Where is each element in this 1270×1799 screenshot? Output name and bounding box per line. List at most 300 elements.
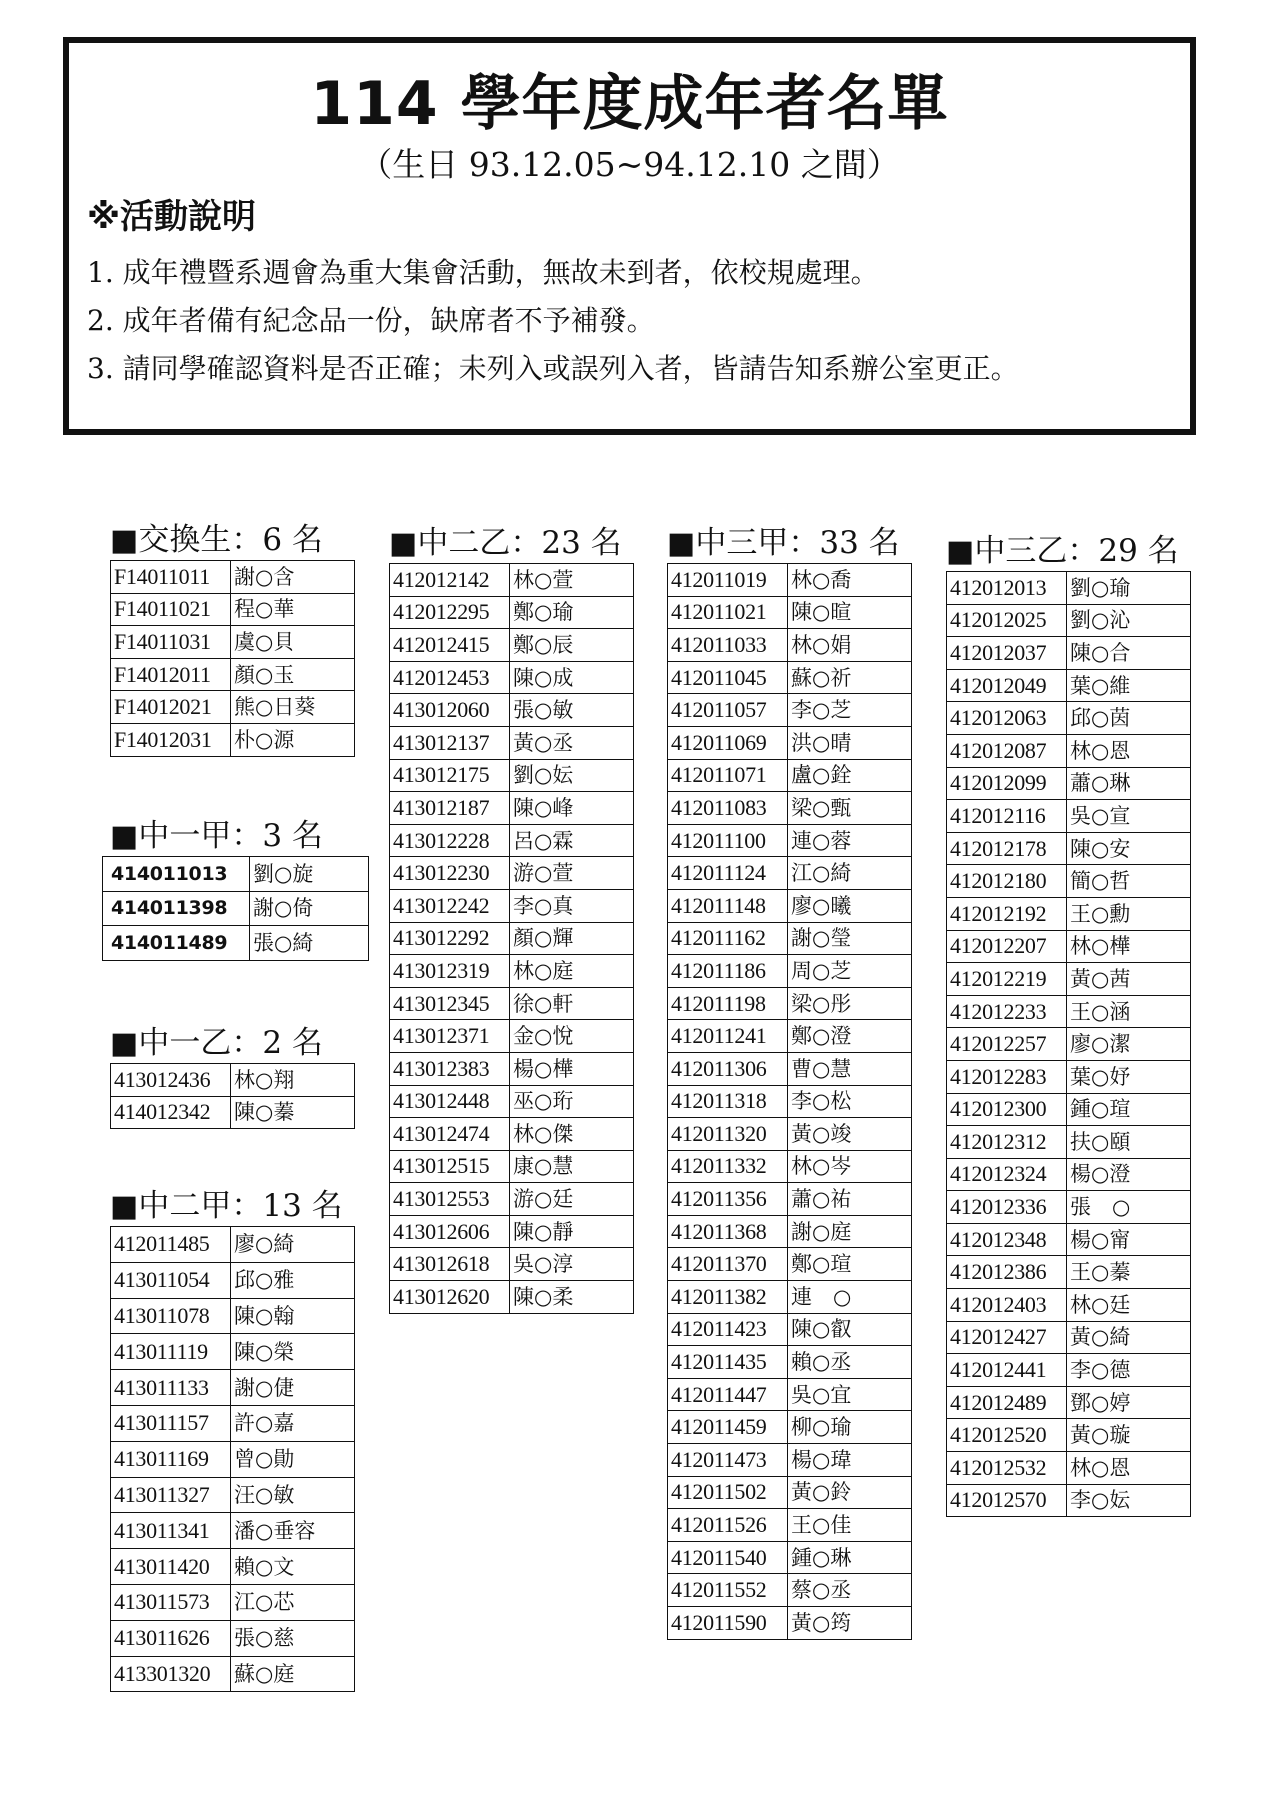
table-row	[947, 963, 1191, 996]
student-name-cell: 林○傑	[510, 1118, 634, 1151]
student-name-cell: 曹○慧	[788, 1052, 912, 1085]
student-id-cell: 412011332	[668, 1150, 788, 1183]
student-id-cell: 413012474	[390, 1118, 510, 1151]
table-row	[390, 955, 634, 988]
table-row	[390, 889, 634, 922]
table-row	[668, 1183, 912, 1216]
student-name-cell: 李○真	[510, 889, 634, 922]
table-row	[668, 596, 912, 629]
student-name-cell: 張○敏	[510, 694, 634, 727]
student-name-cell: 陳○蓁	[231, 1096, 355, 1129]
square-bullet-icon: ■	[110, 523, 139, 558]
table-row	[111, 1656, 355, 1692]
student-name-cell: 連 ○	[788, 1281, 912, 1314]
student-id-cell: 412011186	[668, 955, 788, 988]
student-id-cell: 413012553	[390, 1183, 510, 1216]
roster-table	[110, 1063, 355, 1129]
table-row	[111, 1064, 355, 1097]
student-id-cell: 413301320	[111, 1656, 231, 1692]
table-row	[668, 564, 912, 597]
table-row	[390, 1215, 634, 1248]
student-name-cell: 江○綺	[788, 857, 912, 890]
student-id-cell: 412012570	[947, 1484, 1067, 1517]
table-row	[668, 922, 912, 955]
student-name-cell: 許○嘉	[231, 1405, 355, 1441]
table-row	[390, 1052, 634, 1085]
table-row	[668, 1020, 912, 1053]
student-name-cell: 王○佳	[788, 1509, 912, 1542]
student-id-cell: 412012219	[947, 963, 1067, 996]
student-id-cell: 412011435	[668, 1346, 788, 1379]
student-name-cell: 賴○丞	[788, 1346, 912, 1379]
note-item: 3. 請同學確認資料是否正確；未列入或誤列入者，皆請告知系辦公室更正。	[87, 352, 1019, 385]
table-row	[390, 857, 634, 890]
section-zhong3jia	[667, 525, 912, 1640]
square-bullet-icon: ■	[110, 819, 139, 854]
table-row	[668, 1085, 912, 1118]
student-name-cell: 鄧○婷	[1067, 1386, 1191, 1419]
table-row	[947, 1354, 1191, 1387]
student-name-cell: 鄭○澄	[788, 1020, 912, 1053]
student-name-cell: 林○岑	[788, 1150, 912, 1183]
section-exchange	[110, 522, 355, 757]
student-name-cell: 賴○文	[231, 1549, 355, 1585]
student-id-cell: 412012063	[947, 702, 1067, 735]
table-row	[390, 1118, 634, 1151]
student-id-cell: 412011124	[668, 857, 788, 890]
student-name-cell: 蕭○祐	[788, 1183, 912, 1216]
table-row	[947, 637, 1191, 670]
table-row	[390, 1281, 634, 1314]
student-id-cell: 414011013	[103, 857, 250, 892]
student-name-cell: 陳○柔	[510, 1281, 634, 1314]
student-name-cell: 林○庭	[510, 955, 634, 988]
student-id-cell: 412012233	[947, 995, 1067, 1028]
table-row	[390, 1020, 634, 1053]
table-row	[390, 596, 634, 629]
student-id-cell: 412011590	[668, 1607, 788, 1640]
student-id-cell: 413011327	[111, 1477, 231, 1513]
student-name-cell: 徐○軒	[510, 987, 634, 1020]
student-name-cell: 李○芝	[788, 694, 912, 727]
roster-table	[946, 571, 1191, 1517]
table-row	[111, 1298, 355, 1334]
student-name-cell: 謝○含	[231, 561, 355, 594]
student-name-cell: 陳○叡	[788, 1313, 912, 1346]
student-id-cell: 412011368	[668, 1215, 788, 1248]
table-row	[947, 1191, 1191, 1224]
table-row	[390, 1085, 634, 1118]
student-name-cell: 林○喬	[788, 564, 912, 597]
student-name-cell: 周○芝	[788, 955, 912, 988]
student-name-cell: 廖○潔	[1067, 1028, 1191, 1061]
table-row	[668, 1346, 912, 1379]
student-id-cell: 413011157	[111, 1405, 231, 1441]
student-name-cell: 吳○宜	[788, 1378, 912, 1411]
student-name-cell: 朴○源	[231, 723, 355, 756]
table-row	[111, 1262, 355, 1298]
student-name-cell: 林○翔	[231, 1064, 355, 1097]
table-row	[111, 1370, 355, 1406]
student-name-cell: 連○蓉	[788, 824, 912, 857]
student-id-cell: 412011459	[668, 1411, 788, 1444]
student-name-cell: 謝○倢	[231, 1370, 355, 1406]
student-id-cell: 412012142	[390, 564, 510, 597]
student-name-cell: 顏○輝	[510, 922, 634, 955]
student-name-cell: 陳○靜	[510, 1215, 634, 1248]
student-id-cell: 412011198	[668, 987, 788, 1020]
section-heading-text: 中三甲：33 名	[695, 525, 900, 561]
student-id-cell: 412012025	[947, 604, 1067, 637]
student-id-cell: 412011045	[668, 661, 788, 694]
table-row	[111, 1096, 355, 1129]
table-row	[947, 1321, 1191, 1354]
table-row	[947, 1256, 1191, 1289]
student-name-cell: 黃○竣	[788, 1118, 912, 1151]
student-id-cell: 412012489	[947, 1386, 1067, 1419]
student-id-cell: 412011485	[111, 1227, 231, 1263]
section-heading	[946, 533, 1191, 571]
table-row	[668, 1444, 912, 1477]
table-row	[111, 626, 355, 659]
section-heading	[389, 525, 634, 563]
table-row	[668, 889, 912, 922]
student-name-cell: 林○廷	[1067, 1289, 1191, 1322]
student-name-cell: 黃○綺	[1067, 1321, 1191, 1354]
student-id-cell: 412012386	[947, 1256, 1067, 1289]
table-row	[111, 723, 355, 756]
student-name-cell: 張○綺	[250, 926, 369, 961]
student-name-cell: 林○恩	[1067, 734, 1191, 767]
table-row	[390, 661, 634, 694]
student-name-cell: 王○蓁	[1067, 1256, 1191, 1289]
student-id-cell: 412012324	[947, 1158, 1067, 1191]
table-row	[390, 922, 634, 955]
student-name-cell: 蕭○琳	[1067, 767, 1191, 800]
table-row	[390, 694, 634, 727]
table-row	[390, 629, 634, 662]
student-name-cell: 巫○珩	[510, 1085, 634, 1118]
table-row	[390, 1248, 634, 1281]
square-bullet-icon: ■	[110, 1189, 139, 1224]
student-id-cell: F14012011	[111, 658, 231, 691]
student-name-cell: 梁○彤	[788, 987, 912, 1020]
table-row	[947, 897, 1191, 930]
student-id-cell: 413011133	[111, 1370, 231, 1406]
square-bullet-icon: ■	[110, 1026, 139, 1061]
student-id-cell: 412012300	[947, 1093, 1067, 1126]
table-row	[947, 572, 1191, 605]
section-zhong3yi	[946, 533, 1191, 1517]
student-id-cell: 413012383	[390, 1052, 510, 1085]
student-name-cell: 廖○曦	[788, 889, 912, 922]
student-id-cell: 412011447	[668, 1378, 788, 1411]
student-name-cell: 熊○日葵	[231, 691, 355, 724]
table-row	[390, 987, 634, 1020]
student-id-cell: 412011318	[668, 1085, 788, 1118]
table-row	[668, 759, 912, 792]
roster-table	[389, 563, 634, 1314]
table-row	[111, 1620, 355, 1656]
header-box	[63, 37, 1196, 435]
student-name-cell: 劉○旋	[250, 857, 369, 892]
student-id-cell: F14011021	[111, 593, 231, 626]
table-row	[947, 1419, 1191, 1452]
student-name-cell: 鄭○瑜	[510, 596, 634, 629]
table-row	[947, 604, 1191, 637]
student-id-cell: 414011398	[103, 891, 250, 926]
student-name-cell: 顏○玉	[231, 658, 355, 691]
student-name-cell: 林○娟	[788, 629, 912, 662]
student-name-cell: 梁○甄	[788, 792, 912, 825]
table-row	[947, 1223, 1191, 1256]
table-row	[668, 661, 912, 694]
student-id-cell: 412011473	[668, 1444, 788, 1477]
table-row	[111, 658, 355, 691]
student-id-cell: 413011626	[111, 1620, 231, 1656]
student-name-cell: 蔡○丞	[788, 1574, 912, 1607]
student-id-cell: 413012292	[390, 922, 510, 955]
student-name-cell: 陳○合	[1067, 637, 1191, 670]
section-zhong1yi	[110, 1025, 355, 1129]
table-row	[668, 857, 912, 890]
student-name-cell: 潘○垂容	[231, 1513, 355, 1549]
square-bullet-icon: ■	[667, 526, 696, 561]
student-id-cell: 412012336	[947, 1191, 1067, 1224]
table-row	[111, 1549, 355, 1585]
student-id-cell: 413011078	[111, 1298, 231, 1334]
page-title: 114 學年度成年者名單	[310, 69, 949, 139]
student-id-cell: 412011162	[668, 922, 788, 955]
table-row	[947, 1452, 1191, 1485]
student-name-cell: 劉○沁	[1067, 604, 1191, 637]
table-row	[103, 891, 369, 926]
table-row	[111, 691, 355, 724]
student-id-cell: 412012312	[947, 1126, 1067, 1159]
table-row	[111, 593, 355, 626]
table-row	[103, 926, 369, 961]
table-row	[668, 1607, 912, 1640]
student-id-cell: 412011019	[668, 564, 788, 597]
square-bullet-icon: ■	[389, 526, 418, 561]
student-name-cell: 陳○峰	[510, 792, 634, 825]
student-id-cell: 413012242	[390, 889, 510, 922]
section-heading	[110, 522, 355, 560]
section-heading-text: 中二甲：13 名	[138, 1188, 343, 1224]
table-row	[111, 1405, 355, 1441]
table-row	[103, 857, 369, 892]
student-id-cell: 412011100	[668, 824, 788, 857]
section-zhong1jia	[102, 818, 369, 961]
section-heading	[110, 1025, 355, 1063]
roster-table	[110, 560, 355, 757]
student-id-cell: 412012087	[947, 734, 1067, 767]
table-row	[947, 1093, 1191, 1126]
student-name-cell: 陳○安	[1067, 832, 1191, 865]
student-id-cell: 412011148	[668, 889, 788, 922]
student-name-cell: 林○樺	[1067, 930, 1191, 963]
section-heading-text: 中二乙：23 名	[417, 525, 622, 561]
student-name-cell: 謝○倚	[250, 891, 369, 926]
student-name-cell: 汪○敏	[231, 1477, 355, 1513]
student-name-cell: 黃○鈴	[788, 1476, 912, 1509]
student-name-cell: 盧○銓	[788, 759, 912, 792]
table-row	[390, 792, 634, 825]
table-row	[947, 1028, 1191, 1061]
student-name-cell: 鄭○辰	[510, 629, 634, 662]
student-id-cell: 412011382	[668, 1281, 788, 1314]
table-row	[947, 767, 1191, 800]
student-id-cell: 413012448	[390, 1085, 510, 1118]
student-id-cell: 412012192	[947, 897, 1067, 930]
table-row	[668, 1541, 912, 1574]
student-name-cell: 邱○雅	[231, 1262, 355, 1298]
roster-table	[667, 563, 912, 1640]
table-row	[390, 1183, 634, 1216]
student-name-cell: 楊○甯	[1067, 1223, 1191, 1256]
table-row	[390, 824, 634, 857]
student-name-cell: 劉○妘	[510, 759, 634, 792]
student-id-cell: 413012228	[390, 824, 510, 857]
roster-table	[110, 1226, 355, 1692]
student-id-cell: 412012257	[947, 1028, 1067, 1061]
student-name-cell: 王○涵	[1067, 995, 1191, 1028]
student-name-cell: 金○悅	[510, 1020, 634, 1053]
table-row	[668, 1509, 912, 1542]
table-row	[390, 759, 634, 792]
student-id-cell: 413012319	[390, 955, 510, 988]
student-name-cell: 李○妘	[1067, 1484, 1191, 1517]
student-name-cell: 虞○貝	[231, 626, 355, 659]
table-row	[111, 1513, 355, 1549]
table-row	[668, 726, 912, 759]
student-id-cell: 412011540	[668, 1541, 788, 1574]
student-name-cell: 林○恩	[1067, 1452, 1191, 1485]
student-name-cell: 張 ○	[1067, 1191, 1191, 1224]
student-id-cell: 413011169	[111, 1441, 231, 1477]
student-name-cell: 黃○茜	[1067, 963, 1191, 996]
student-name-cell: 蘇○祈	[788, 661, 912, 694]
student-id-cell: 413012606	[390, 1215, 510, 1248]
table-row	[668, 987, 912, 1020]
student-id-cell: 412012427	[947, 1321, 1067, 1354]
student-name-cell: 吳○宣	[1067, 800, 1191, 833]
student-name-cell: 陳○成	[510, 661, 634, 694]
student-id-cell: 414012342	[111, 1096, 231, 1129]
student-name-cell: 扶○頤	[1067, 1126, 1191, 1159]
student-name-cell: 康○慧	[510, 1150, 634, 1183]
student-name-cell: 柳○瑜	[788, 1411, 912, 1444]
student-id-cell: 413012515	[390, 1150, 510, 1183]
student-name-cell: 楊○澄	[1067, 1158, 1191, 1191]
notes-heading: ※活動說明	[87, 197, 257, 237]
student-id-cell: 413012436	[111, 1064, 231, 1097]
student-name-cell: 陳○榮	[231, 1334, 355, 1370]
table-row	[668, 1281, 912, 1314]
student-name-cell: 葉○維	[1067, 669, 1191, 702]
student-id-cell: 413012371	[390, 1020, 510, 1053]
student-name-cell: 葉○妤	[1067, 1060, 1191, 1093]
section-heading	[667, 525, 912, 563]
student-id-cell: 412012441	[947, 1354, 1067, 1387]
roster-table	[102, 856, 369, 961]
student-id-cell: 413011054	[111, 1262, 231, 1298]
student-id-cell: 412012037	[947, 637, 1067, 670]
table-row	[947, 1126, 1191, 1159]
table-row	[668, 1476, 912, 1509]
student-name-cell: 陳○暄	[788, 596, 912, 629]
student-name-cell: 黃○丞	[510, 726, 634, 759]
student-name-cell: 江○芯	[231, 1584, 355, 1620]
note-item: 2. 成年者備有紀念品一份，缺席者不予補發。	[87, 304, 655, 337]
student-id-cell: F14012021	[111, 691, 231, 724]
table-row	[947, 702, 1191, 735]
table-row	[947, 800, 1191, 833]
table-row	[111, 561, 355, 594]
table-row	[111, 1334, 355, 1370]
student-id-cell: 412011370	[668, 1248, 788, 1281]
table-row	[947, 734, 1191, 767]
student-id-cell: 412012532	[947, 1452, 1067, 1485]
table-row	[390, 726, 634, 759]
student-id-cell: 412012295	[390, 596, 510, 629]
student-name-cell: 呂○霖	[510, 824, 634, 857]
page-subtitle: （生日 93.12.05~94.12.10 之間）	[359, 145, 900, 184]
table-row	[947, 832, 1191, 865]
student-name-cell: 黃○筠	[788, 1607, 912, 1640]
table-row	[668, 1215, 912, 1248]
student-name-cell: 楊○瑋	[788, 1444, 912, 1477]
student-id-cell: 412012013	[947, 572, 1067, 605]
table-row	[947, 1060, 1191, 1093]
table-row	[947, 1484, 1191, 1517]
note-item: 1. 成年禮暨系週會為重大集會活動，無故未到者，依校規處理。	[87, 256, 879, 289]
student-name-cell: 鍾○瑄	[1067, 1093, 1191, 1126]
student-name-cell: 程○華	[231, 593, 355, 626]
student-id-cell: F14011031	[111, 626, 231, 659]
table-row	[668, 792, 912, 825]
table-row	[111, 1227, 355, 1263]
student-name-cell: 李○德	[1067, 1354, 1191, 1387]
student-id-cell: 412011356	[668, 1183, 788, 1216]
student-id-cell: 413011420	[111, 1549, 231, 1585]
table-row	[668, 1118, 912, 1151]
student-name-cell: 李○松	[788, 1085, 912, 1118]
table-row	[668, 1248, 912, 1281]
student-name-cell: 陳○翰	[231, 1298, 355, 1334]
student-id-cell: 412012099	[947, 767, 1067, 800]
table-row	[111, 1477, 355, 1513]
table-row	[390, 1150, 634, 1183]
student-id-cell: 412012178	[947, 832, 1067, 865]
student-id-cell: 413012175	[390, 759, 510, 792]
student-name-cell: 廖○綺	[231, 1227, 355, 1263]
student-id-cell: 412011526	[668, 1509, 788, 1542]
student-name-cell: 游○萱	[510, 857, 634, 890]
student-name-cell: 劉○瑜	[1067, 572, 1191, 605]
table-row	[668, 629, 912, 662]
student-name-cell: 簡○哲	[1067, 865, 1191, 898]
student-id-cell: 412012116	[947, 800, 1067, 833]
student-id-cell: 412011057	[668, 694, 788, 727]
student-name-cell: 王○勳	[1067, 897, 1191, 930]
student-id-cell: 413011573	[111, 1584, 231, 1620]
student-name-cell: 鍾○琳	[788, 1541, 912, 1574]
student-id-cell: 412011033	[668, 629, 788, 662]
student-id-cell: 413012620	[390, 1281, 510, 1314]
table-row	[947, 669, 1191, 702]
table-row	[947, 930, 1191, 963]
